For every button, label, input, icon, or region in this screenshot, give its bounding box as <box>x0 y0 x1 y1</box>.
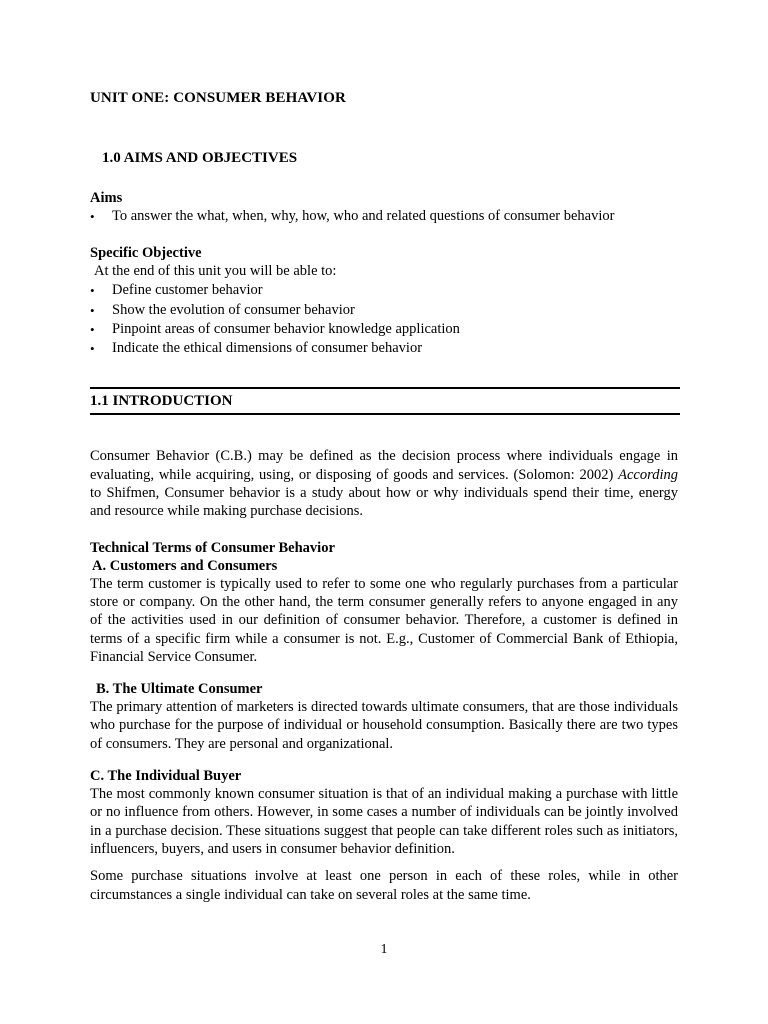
section-a-heading: A. Customers and Consumers <box>92 557 278 574</box>
list-item-text: To answer the what, when, why, how, who and related questions of consumer behavior <box>112 208 615 224</box>
list-item-text: Pinpoint areas of consumer behavior knowledge application <box>112 320 460 337</box>
intro-line: to Shifmen, Consumer behavior is a study about how or why individuals spend their <box>90 485 599 502</box>
bullet-icon: • <box>90 302 95 318</box>
specific-objective-list <box>90 281 678 358</box>
list-item-text: Show the evolution of consumer behavior <box>112 301 355 318</box>
bullet-icon: • <box>90 341 95 357</box>
document-page <box>90 90 678 904</box>
list-item-text: Indicate the ethical dimensions of consumer behavior <box>112 340 423 357</box>
introduction-paragraph <box>90 447 678 520</box>
section-a-text: The term customer is typically used to refer to some one who regularly purchases from a particular store or company. On the other hand, the term consumer generally refers to anyone engaged in any of the activities used in our definition of consumer behavior. Therefore, a customer is defined in terms of a specific firm while a consumer is not. E.g., Customer of Commercial Bank of Ethiopia, Financial Service Consumer. <box>90 575 678 665</box>
list-item <box>90 320 678 339</box>
section-c-heading: C. The Individual Buyer <box>90 768 242 785</box>
unit-title: UNIT ONE: CONSUMER BEHAVIOR <box>90 90 346 106</box>
section-b-heading: B. The Ultimate Consumer <box>96 681 263 698</box>
bullet-icon: • <box>90 209 95 224</box>
closing-paragraph: Some purchase situations involve at least one person in each of these roles, while in other circumstances a single individual can take on several roles at the same time. <box>90 868 678 903</box>
technical-terms-heading: Technical Terms of Consumer Behavior <box>90 539 335 556</box>
section-divider-top <box>90 387 680 389</box>
aims-list <box>90 207 678 226</box>
list-item <box>90 281 678 300</box>
section-b-text: The primary attention of marketers is directed towards ultimate consumers, that are those individuals who purchase for the purpose of individual or household consumption. Basically there are two types of consumers. They are personal and organizational. <box>90 699 678 752</box>
aims-objectives-heading: 1.0 AIMS AND OBJECTIVES <box>102 150 298 166</box>
page-number: 1 <box>380 942 388 957</box>
list-item <box>90 301 678 320</box>
section-c-text: The most commonly known consumer situation is that of an individual making a purchase with little or no influence from others. However, in some cases a number of individuals can be jointly involved in a purchase decision. These situations suggest that people can take different roles such as initiators, influencers, buyers, and users in consumer behavior definition. <box>90 786 678 857</box>
intro-line: time, energy and resource while making purchase decisions. <box>90 485 679 520</box>
specific-objective-intro: At the end of this unit you will be able to: <box>94 263 337 280</box>
according-word: According <box>618 466 678 483</box>
intro-line: Consumer Behavior (C.B.) may be defined as the decision process where individuals engage in <box>90 448 678 465</box>
section-divider-bottom <box>90 413 680 415</box>
bullet-icon: • <box>90 321 95 337</box>
list-item <box>90 207 678 226</box>
introduction-heading: 1.1 INTRODUCTION <box>90 393 233 410</box>
bullet-icon: • <box>90 283 95 299</box>
list-item <box>90 339 678 358</box>
list-item-text: Define customer behavior <box>112 282 263 299</box>
specific-objective-heading: Specific Objective <box>90 245 202 262</box>
aims-heading: Aims <box>90 190 123 206</box>
intro-line: evaluating, while acquiring, using, or disposing of goods and services. (Solomon: 2002) <box>90 466 614 483</box>
